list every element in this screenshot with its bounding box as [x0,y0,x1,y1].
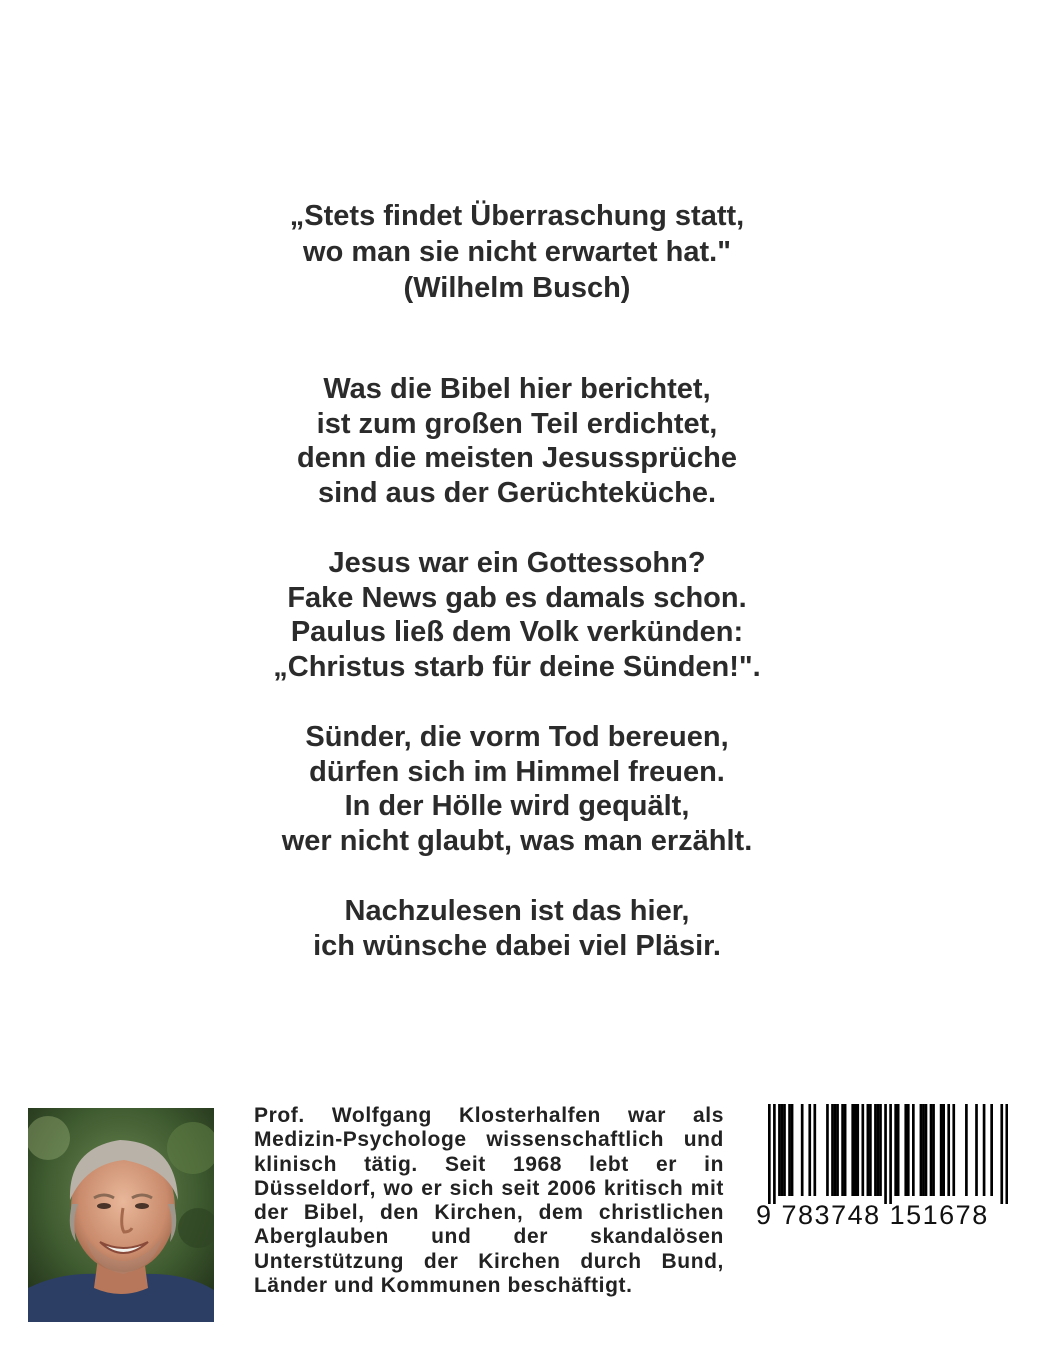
poem-line: denn die meisten Jesussprüche [297,442,737,474]
epigraph-attribution: (Wilhelm Busch) [403,272,631,304]
poem-line: „Christus starb für deine Sünden!". [273,650,761,683]
poem-stanza [0,894,1034,963]
barcode-bar [975,1104,978,1196]
barcode-bar [884,1104,887,1204]
poem-line: Was die Bibel hier berichtet, [323,373,711,405]
barcode-bar [867,1104,870,1196]
barcode-bar [788,1104,791,1196]
isbn-number: 9 783748 151678 [756,1200,989,1230]
barcode-bar [844,1104,847,1196]
barcode-bar [768,1104,771,1204]
barcode-bar [851,1104,854,1196]
barcode-bar [894,1104,897,1196]
barcode-bar [952,1104,955,1196]
barcode-bar [904,1104,907,1196]
barcode-bar [869,1104,872,1196]
epigraph-line: „Stets findet Überraschung statt, [289,200,745,232]
poem-line: Fake News gab es damals schon. [287,581,747,614]
barcode-bar [773,1104,776,1204]
author-bio: Prof. Wolfgang Klosterhalfen war als Medizin-Psychologe wissenschaftlich und klinisch tätig. Seit 1968 lebt er in Düsseldorf, wo er sich seit 2006 kritisch mit der Bibel, den Kirchen, dem christlichen Aberglauben und der skandalösen Unterstützung der Kirchen durch Bund, Länder und Kommunen beschäftigt. [254,1104,724,1298]
barcode-bar [889,1104,892,1204]
barcode-bar [983,1104,986,1196]
barcode-bar [907,1104,910,1196]
poem-line: ist zum großen Teil erdichtet, [316,407,718,440]
poem-line: wer nicht glaubt, was man erzählt. [281,824,753,857]
barcode-bar [922,1104,925,1196]
barcode-bar [834,1104,837,1196]
barcode-bar [897,1104,900,1196]
barcode-bar [947,1104,950,1196]
poem-line: Sünder, die vorm Tod bereuen, [305,721,729,753]
author-photo [28,1108,214,1322]
barcode-bar [783,1104,786,1196]
barcode-bar [808,1104,811,1196]
barcode-bar [942,1104,945,1196]
poem-line: dürfen sich im Himmel freuen. [309,755,725,788]
barcode-icon [768,1104,1008,1204]
barcode-bar [836,1104,839,1196]
barcode-bar [932,1104,935,1196]
barcode-bar [1000,1104,1003,1204]
barcode-bar [801,1104,804,1196]
barcode-bar [879,1104,882,1196]
barcode-bar [1005,1104,1008,1204]
barcode-bar [781,1104,784,1196]
barcode-bar [920,1104,923,1196]
barcode-bar [990,1104,993,1196]
poem-stanza [0,372,1034,510]
barcode-bar [791,1104,794,1196]
barcode-bar [925,1104,928,1196]
poem [0,372,1034,999]
poem-line: Paulus ließ dem Volk verkünden: [290,616,744,648]
epigraph [0,198,1034,306]
barcode-bar [965,1104,968,1196]
poem-stanza [0,546,1034,684]
barcode-bar [778,1104,781,1196]
barcode-bar [912,1104,915,1196]
poem-line: ich wünsche dabei viel Pläsir. [313,929,721,962]
poem-line: Jesus war ein Gottessohn? [328,547,706,579]
barcode-bar [831,1104,834,1196]
epigraph-line: wo man sie nicht erwartet hat." [303,236,731,268]
barcode-bar [940,1104,943,1196]
barcode-bar [877,1104,880,1196]
barcode-bar [854,1104,857,1196]
barcode-bar [826,1104,829,1196]
author-portrait-icon [28,1108,214,1322]
poem-line: Nachzulesen ist das hier, [344,895,690,927]
barcode-bar [841,1104,844,1196]
poem-line: sind aus der Gerüchteküche. [317,476,717,509]
poem-stanza [0,720,1034,858]
poem-line: In der Hölle wird gequält, [344,790,690,822]
barcode-bar [856,1104,859,1196]
barcode-bar [874,1104,877,1196]
barcode-bar [930,1104,933,1196]
barcode-bar [861,1104,864,1196]
barcode-bar [813,1104,816,1196]
